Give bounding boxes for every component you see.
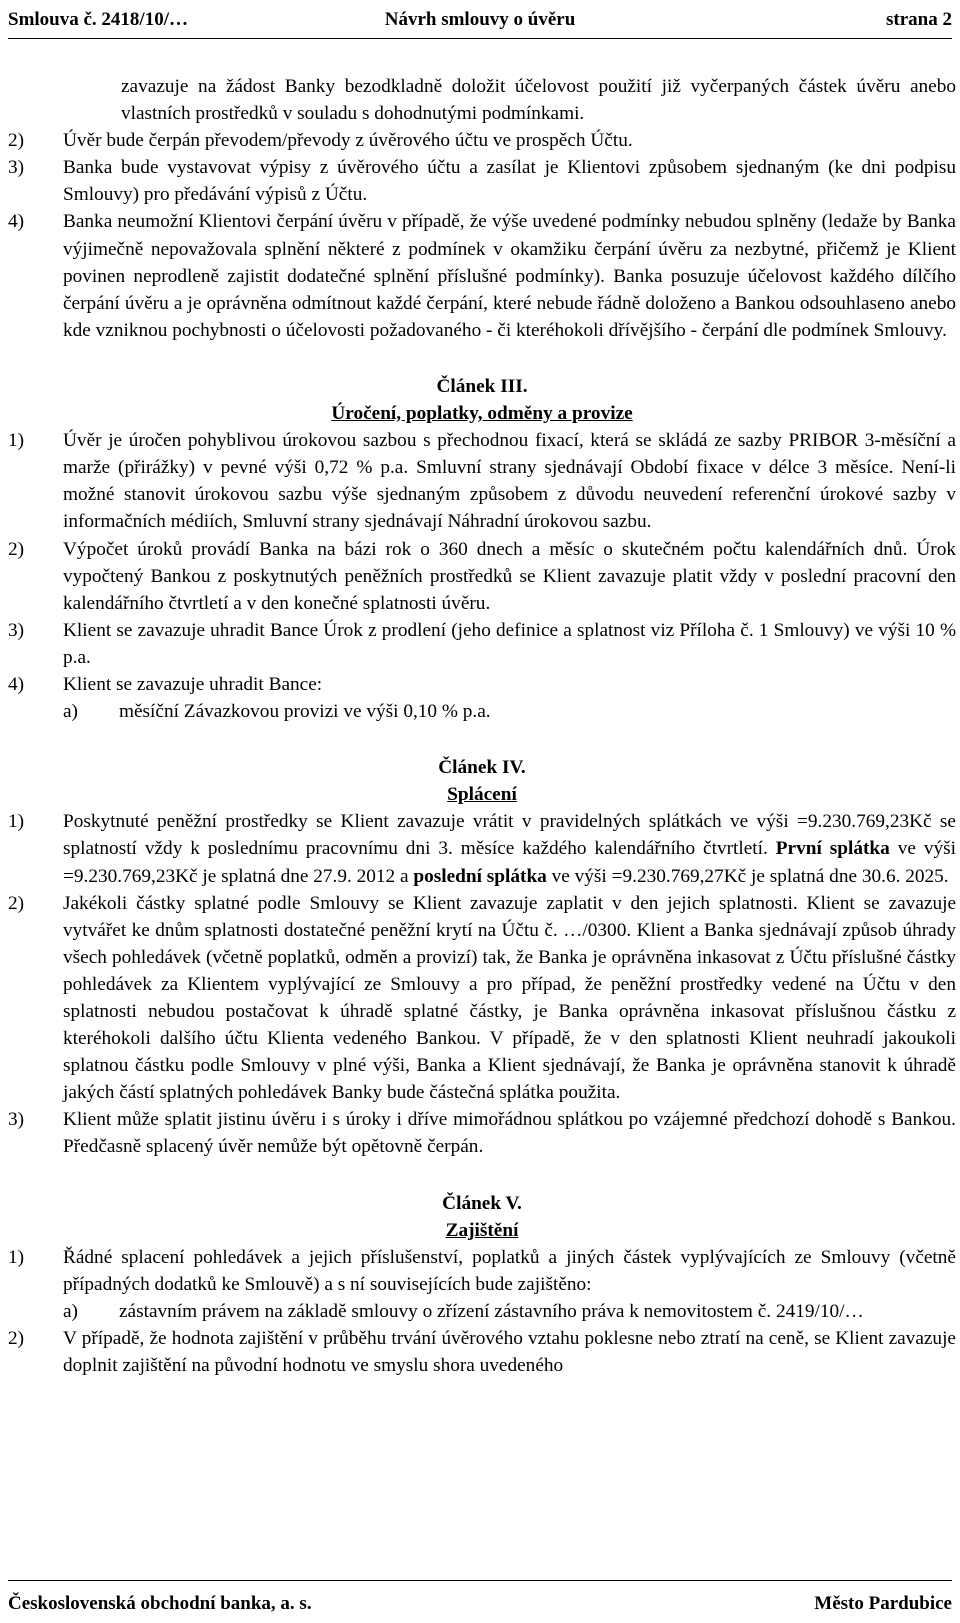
subclause-text: zástavním právem na základě smlouvy o zřízení zástavního práva k nemovitostem č. 2419/10/… [119,1300,864,1322]
article-3-heading: Článek III. [436,375,528,397]
clause-text: Jakékoli částky splatné podle Smlouvy se Klient zavazuje zaplatit v den jejich splatnosti. Klient se zavazuje vytvářet ke dnům splatnosti dostatečné peněžní krytí na Účtu č. …/0300. Klient a Banka sjednávají způsob úhrady všech pohledávek (včetně poplatků, odměn a provizí) tak, že Banka je oprávněna inkasovat z Účtu příslušné částky pohledávek za Klientem vyplývající ze Smlouvy a pro případ, že peněžní prostředky vedené na Účtu v den splatnosti nebudou postačovat k úhradě splatné částky, je Banka oprávněna inkasovat příslušnou částku z kteréhokoli dalšího účtu Klienta vedeného Bankou. V případě, že v den splatnosti Klient neuhradí jakoukoli splatnou částku podle Smlouvy v plné výši, Banka a Klient sjednávají, že Banka je oprávněna stanovit k úhradě jakých částí splatných pohledávek Banky bude částečná splátka použita. [63,892,956,1104]
clause-text: Klient se zavazuje uhradit Bance Úrok z prodlení (jeho definice a splatnost viz Příloha č. 1 Smlouvy) ve výši 10 % p.a. [63,619,956,668]
last-installment-label: poslední splátka [413,865,547,887]
article-3-clause-4 [8,671,956,698]
clause-text: V případě, že hodnota zajištění v průběhu trvání úvěrového vztahu poklesne nebo ztratí na ceně, se Klient zavazuje doplnit zajištění na původní hodnotu ve smyslu shora uvedeného [63,1328,956,1377]
article-4-heading: Článek IV. [438,757,526,779]
clause-number: 3) [8,157,25,179]
clause-text: Banka neumožní Klientovi čerpání úvěru v případě, že výše uvedené podmínky nebudou splněny (ledaže by Banka výjimečně nepovažovala splnění některé z podmínek v okamžiku čerpání úvěru za nezbytné, přičemž je Klient povinen neprodleně zajistit dodatečné splnění příslušné podmínky). Banka posuzuje účelovost každého dílčího čerpání úvěru a je oprávněna odmítnout každé čerpání, které nebude řádně doloženo a Bankou odsouhlaseno anebo kde vzniknou pochybnosti o účelovosti požadovaného - či kteréhokoli dřívějšího - čerpání dle podmínek Smlouvy. [63,211,956,341]
clause-number: 2) [8,538,25,560]
header-contract-number: Smlouva č. 2418/10/… [8,9,188,30]
clause-text: Výpočet úroků provádí Banka na bázi rok o 360 dnech a měsíc o skutečném počtu kalendářních dnů. Úrok vypočtený Bankou z poskytnutých peněžních prostředků se Klient zavazuje platit vždy v poslední pracovní den kalendářního čtvrtletí a v den konečné splatnosti úvěru. [63,538,956,614]
clause-number: 2) [8,130,25,152]
document-body [8,73,956,1379]
article-5-subclause-a [8,1298,956,1325]
clause-number: 3) [8,1109,25,1131]
page-footer [8,1580,952,1623]
subclause-letter: a) [63,1300,78,1322]
clause-4 [8,208,956,343]
article-3-title: Úročení, poplatky, odměny a provize [331,403,633,425]
clause-number: 4) [8,211,25,233]
clause-number: 2) [8,1328,25,1350]
clause-2 [8,127,956,154]
article-5-heading: Článek V. [442,1192,522,1214]
subclause-text: měsíční Závazkovou provizi ve výši 0,10 % p.a. [119,701,491,723]
article-5-clause-1 [8,1244,956,1298]
article-5-title: Zajištění [445,1219,519,1241]
header-document-title: Návrh smlouvy o úvěru [384,9,576,30]
article-3-clause-1 [8,427,956,535]
subclause-letter: a) [63,701,78,723]
page-header [8,4,952,39]
article-4-clause-1 [8,808,956,889]
clause-text: Banka bude vystavovat výpisy z úvěrového účtu a zasílat je Klientovi způsobem sjednaným (ke dni podpisu Smlouvy) pro předávání výpisů z Účtu. [63,157,956,206]
footer-bank-name: Československá obchodní banka, a. s. [8,1593,312,1614]
header-page-number: strana 2 [886,9,952,30]
clause-number: 1) [8,1246,25,1268]
article-5-clause-2 [8,1325,956,1379]
article-3-clause-3 [8,617,956,671]
clause-text: Řádné splacení pohledávek a jejich příslušenství, poplatků a jiných částek vyplývajících ze Smlouvy (včetně případných dodatků ke Smlouvě) a s ní souvisejících bude zajištěno: [63,1246,956,1295]
clause-text-part: Poskytnuté peněžní prostředky se Klient zavazuje vrátit v pravidelných splátkách ve výši =9.230.769,23Kč se splatností vždy k poslednímu pracovnímu dni 3. měsíce každého kalendářního čtvrtletí. [63,811,956,860]
continued-paragraph: zavazuje na žádost Banky bezodkladně doložit účelovost použití již vyčerpaných částek úvěru anebo vlastních prostředků v souladu s dohodnutými podmínkami. [121,76,956,125]
clause-number: 1) [8,811,25,833]
clause-text: Klient může splatit jistinu úvěru i s úroky i dříve mimořádnou splátkou po vzájemné předchozí dohodě s Bankou. Předčasně splacený úvěr nemůže být opětovně čerpán. [63,1109,956,1158]
first-installment-label: První splátka [775,838,890,860]
clause-text: Úvěr bude čerpán převodem/převody z úvěrového účtu ve prospěch Účtu. [63,130,633,152]
article-4-title: Splácení [447,784,517,806]
clause-text [63,808,956,889]
clause-text-part: ve výši =9.230.769,23Kč je splatná dne 27.9. 2012 a [63,838,957,887]
clause-text-part: ve výši =9.230.769,27Kč je splatná dne 30.6. 2025. [546,865,949,887]
article-3-clause-2 [8,536,956,617]
article-4-clause-2 [8,890,956,1107]
clause-number: 4) [8,673,25,695]
article-3-subclause-a [8,698,956,725]
clause-text: Klient se zavazuje uhradit Bance: [63,673,323,695]
clause-text: Úvěr je úročen pohyblivou úrokovou sazbou s přechodnou fixací, která se skládá ze sazby PRIBOR 3-měsíční a marže (přirážky) v pevné výši 0,72 % p.a. Smluvní strany sjednávají Období fixace v délce 3 měsíce. Není-li možné stanovit úrokovou sazbu výše sjednaným způsobem z důvodu neuvedení referenční úrokové sazby v informačních médiích, Smluvní strany sjednávají Náhradní úrokovou sazbu. [63,430,956,533]
clause-number: 1) [8,430,25,452]
clause-number: 2) [8,892,25,914]
clause-3 [8,154,956,208]
article-4-clause-3 [8,1106,956,1160]
clause-number: 3) [8,619,25,641]
footer-client-name: Město Pardubice [814,1593,952,1614]
